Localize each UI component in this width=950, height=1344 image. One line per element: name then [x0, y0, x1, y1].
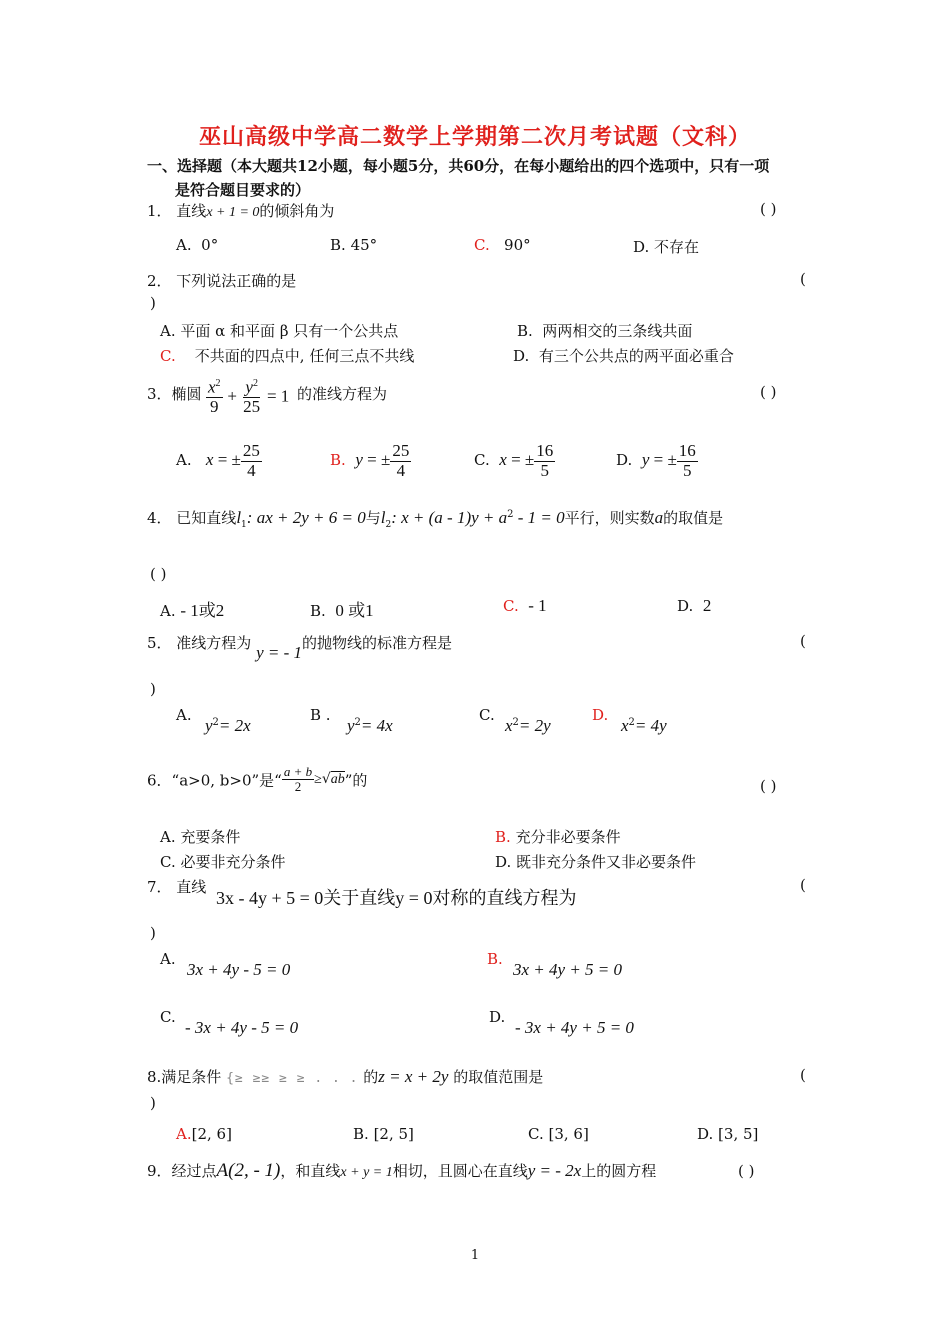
question-6: 6．“a>0, b>0”是“ $\frac{a + b}{2}$ ≥√ab”的	[147, 764, 368, 795]
q5-paren-close: )	[150, 680, 156, 698]
q1-prefix: 1． 直线	[147, 202, 207, 220]
q3-ellipse-equation: $\frac{x^2}{9}$ + $\frac{y^2}{25}$ = 1	[208, 377, 290, 417]
q7-option-a: A.	[160, 950, 176, 968]
q7-option-c-expr: - 3x + 4y - 5 = 0	[185, 1018, 299, 1037]
q6-option-c: C. 必要非充分条件	[160, 853, 286, 871]
q5-paren-open: (	[800, 632, 806, 650]
q7-paren-close: )	[150, 924, 156, 942]
q8-constraint-system-image: {≥ ≥≥ ≥ ≥ . . .	[226, 1071, 359, 1086]
page-number: 1	[470, 1248, 480, 1263]
q7-expr: 3x - 4y + 5 = 0关于直线y = 0对称的直线方程为	[216, 888, 577, 908]
q4-option-c: C. - 1	[503, 596, 547, 615]
q5-option-a: A.	[176, 706, 192, 724]
q1-option-d: D. 不存在	[633, 238, 700, 256]
question-1	[147, 200, 334, 221]
q6-answer-paren: ( )	[760, 777, 777, 795]
q4-answer-paren: ( )	[150, 565, 167, 583]
q3-suffix: 的准线方程为	[297, 385, 388, 403]
question-2: 2． 下列说法正确的是	[147, 272, 297, 290]
q2-option-b: B. 两两相交的三条线共面	[517, 322, 693, 340]
question-4: 4． 已知直线$l_1$: ax + 2y + 6 = 0与$l_2$: $x + (a - 1)y + a^2 - 1 = 0$平行，则实数a的取值是	[147, 508, 724, 530]
q7-option-b-expr: 3x + 4y + 5 = 0	[513, 960, 623, 979]
q1-expr: x + 1 = 0	[206, 205, 260, 220]
q8-paren-close: )	[150, 1094, 156, 1112]
q5-option-d-expr: $x^2= 4y$	[621, 716, 667, 735]
q3-option-c: C. x = ± $\frac{16}{5}$	[474, 441, 554, 480]
section-header-line1: 一、选择题（本大题共12小题，每小题5分，共60分，在每小题给出的四个选项中，只有一项	[147, 157, 770, 175]
q2-option-a: A. 平面 α 和平面 β 只有一个公共点	[160, 322, 399, 340]
question-5: 5． 准线方程为 y = - 1的抛物线的标准方程是	[147, 634, 453, 662]
q1-option-a: A. 0°	[176, 236, 219, 254]
q5-option-d: D.	[592, 706, 609, 724]
q7-paren-open: (	[800, 876, 806, 894]
q5-option-b-expr: $y^2= 4x$	[347, 716, 393, 735]
q7-option-d: D.	[489, 1008, 506, 1026]
q4-option-d: D. 2	[677, 596, 712, 615]
q8-option-a: A.[2, 6]	[176, 1125, 232, 1143]
q1-answer-paren: ( )	[760, 200, 777, 218]
q3-option-d: D. y = ± $\frac{16}{5}$	[616, 441, 696, 480]
q3-option-a: A. x = ± $\frac{25}{4}$	[176, 441, 260, 480]
q8-option-b: B. [2, 5]	[353, 1125, 414, 1143]
q7-prefix: 7． 直线	[147, 878, 207, 896]
q6-option-d: D. 既非充分条件又非必要条件	[495, 853, 697, 871]
q2-paren-open: (	[800, 270, 806, 288]
q4-option-b: B. 0 或1	[310, 601, 374, 620]
q1-option-c: C. 90°	[474, 236, 531, 254]
q8-option-c: C. [3, 6]	[528, 1125, 589, 1143]
q3-option-b: B. y = ± $\frac{25}{4}$	[330, 441, 410, 480]
q8-paren-open: (	[800, 1066, 806, 1084]
q1-option-b: B. 45°	[330, 236, 378, 254]
q1-suffix: 的倾斜角为	[259, 202, 335, 220]
question-8: 8.满足条件 {≥ ≥≥ ≥ ≥ . . . 的z = x + 2y 的取值范围是	[147, 1067, 544, 1086]
q9-answer-paren: ( )	[738, 1162, 755, 1180]
q4-option-a: A. - 1或2	[160, 601, 225, 620]
q5-option-c-expr: $x^2= 2y$	[505, 716, 551, 735]
page-title: 巫山高级中学高二数学上学期第二次月考试题（文科）	[198, 124, 751, 150]
q5-option-c: C.	[479, 706, 495, 724]
question-9: 9．经过点A(2, - 1)，和直线x + y = 1相切，且圆心在直线y = - 2x上的圆方程	[147, 1160, 657, 1181]
q3-answer-paren: ( )	[760, 383, 777, 401]
q7-option-b: B.	[487, 950, 503, 968]
q2-paren-close: )	[150, 294, 156, 312]
q2-option-d: D. 有三个公共点的两平面必重合	[513, 347, 734, 365]
q6-option-b: B. 充分非必要条件	[495, 828, 621, 846]
q7-option-c: C.	[160, 1008, 176, 1026]
q5-option-a-expr: $y^2= 2x$	[205, 716, 251, 735]
q7-option-a-expr: 3x + 4y - 5 = 0	[187, 960, 291, 979]
q5-option-b: B .	[310, 706, 331, 724]
q6-option-a: A. 充要条件	[160, 828, 241, 846]
q3-prefix: 3．椭圆	[147, 385, 202, 403]
q2-option-c: C. 不共面的四点中, 任何三点不共线	[160, 347, 415, 365]
q7-option-d-expr: - 3x + 4y + 5 = 0	[515, 1018, 634, 1037]
q8-option-d: D. [3, 5]	[697, 1125, 759, 1143]
section-header-line2: 是符合题目要求的）	[175, 181, 311, 199]
